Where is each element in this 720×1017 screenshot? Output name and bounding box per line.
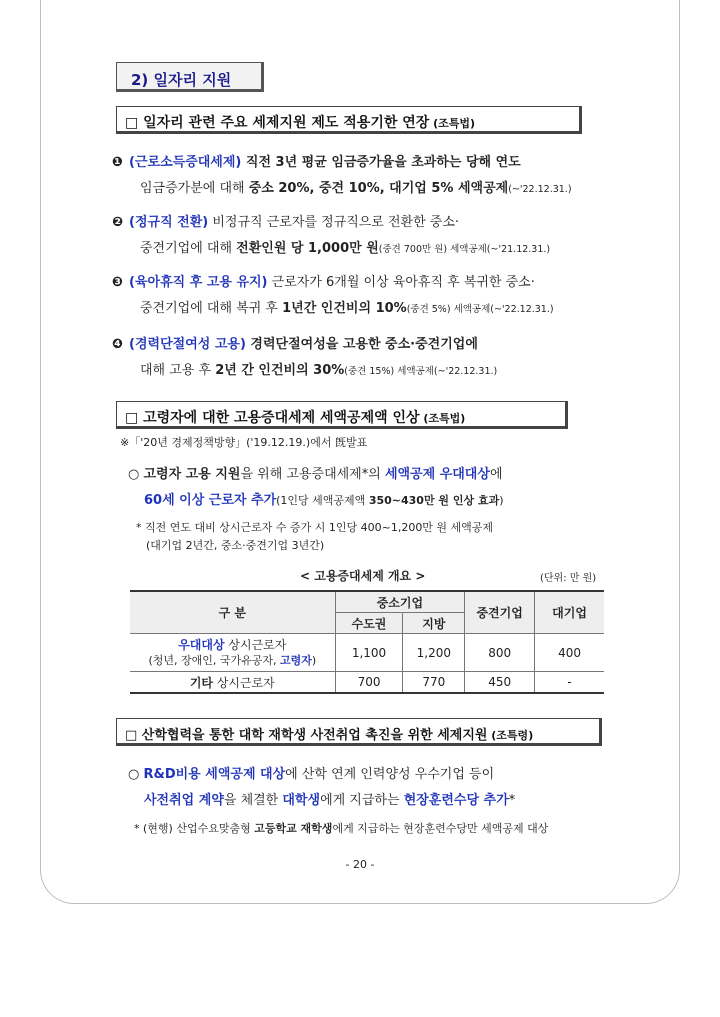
rnd-line1-b: R&D비용 세액공제 대상 bbox=[143, 767, 286, 782]
row-label-a: 우대대상 bbox=[178, 637, 225, 652]
elder-note-1: * 직전 연도 대비 상시근로자 수 증가 시 1인당 400~1,200만 원 세액공제 bbox=[136, 521, 494, 534]
subsection-suffix-3: (조특령) bbox=[487, 729, 534, 742]
elder-paragraph bbox=[128, 462, 618, 514]
item-line1: 근로자가 6개월 이상 육아휴직 후 복귀한 중소· bbox=[267, 275, 535, 290]
row-label-b: 상시근로자 bbox=[224, 637, 287, 652]
rnd-paragraph bbox=[128, 762, 618, 814]
cell: 1,200 bbox=[403, 634, 465, 672]
header-local: 지방 bbox=[403, 613, 465, 634]
subsection-suffix-2: (조특법) bbox=[419, 412, 466, 425]
header-sme: 중소기업 bbox=[335, 591, 465, 613]
item-line1: 비정규직 근로자를 정규직으로 전환한 중소· bbox=[208, 215, 460, 230]
bullet: ○ bbox=[128, 467, 144, 482]
table-row bbox=[130, 634, 604, 672]
row-sub-a: (청년, 장애인, 국가유공자, bbox=[148, 653, 280, 667]
rnd-line2-e: 현장훈련수당 추가 bbox=[403, 793, 509, 808]
cell: 450 bbox=[465, 672, 535, 694]
elder-line2-c: 350~430만 원 인상 효과 bbox=[368, 494, 500, 507]
table-unit: (단위: 만 원) bbox=[540, 573, 597, 584]
elder-line2-a: 60세 이상 근로자 추가 bbox=[144, 493, 277, 508]
rnd-line1-c: 에 산학 연계 인력양성 우수기업 등이 bbox=[285, 767, 495, 782]
subsection-title-1: □ 일자리 관련 주요 세제지원 제도 적용기한 연장 bbox=[125, 115, 430, 131]
elder-line1-e: 에 bbox=[489, 467, 503, 482]
item-tag: (육아휴직 후 고용 유지) bbox=[129, 275, 268, 290]
subsection-title-2: □ 고령자에 대한 고용증대세제 세액공제액 인상 bbox=[125, 410, 420, 426]
item-line2-c: (중견 5%) 세액공제(~'22.12.31.) bbox=[406, 304, 554, 315]
item-line2-c: (중견 15%) 세액공제(~'22.12.31.) bbox=[344, 366, 498, 377]
rnd-note-a: * (현행) 산업수요맞춤형 bbox=[134, 822, 255, 835]
rnd-line2-c: 대학생 bbox=[282, 793, 321, 808]
subsection-title-3: □ 산학협력을 통한 대학 재학생 사전취업 촉진을 위한 세제지원 bbox=[125, 728, 488, 743]
item-number: ❶ bbox=[112, 155, 124, 170]
row-label bbox=[130, 634, 335, 672]
row-label bbox=[130, 672, 335, 694]
cell: - bbox=[535, 672, 604, 694]
item-line2-c: (중견 700만 원) 세액공제(~'21.12.31.) bbox=[378, 244, 551, 255]
header-capital: 수도권 bbox=[335, 613, 403, 634]
subsection-box-3 bbox=[116, 718, 602, 746]
item-line2-c: (~'22.12.31.) bbox=[508, 184, 572, 195]
elder-footnote bbox=[136, 519, 493, 555]
rnd-line2-d: 에게 지급하는 bbox=[320, 793, 404, 808]
subsection-suffix-1: (조특법) bbox=[429, 117, 476, 130]
rnd-line2-b: 을 체결한 bbox=[223, 793, 283, 808]
item-2 bbox=[112, 210, 612, 263]
item-line2-a: 임금증가분에 대해 bbox=[140, 181, 249, 196]
cell: 1,100 bbox=[335, 634, 403, 672]
item-tag: (근로소득증대세제) bbox=[129, 155, 242, 170]
announcement-note: ※「'20년 경제정책방향」('19.12.19.)에서 旣발표 bbox=[120, 436, 368, 449]
elder-line2-b: (1인당 세액공제액 bbox=[276, 494, 369, 507]
rnd-note-c: 에게 지급하는 현장훈련수당만 세액공제 대상 bbox=[332, 822, 549, 835]
item-line2-a: 중견기업에 대해 bbox=[140, 241, 237, 256]
page-number: - 20 - bbox=[345, 858, 375, 871]
item-3 bbox=[112, 270, 612, 323]
item-line2-b: 1년간 인건비의 10% bbox=[282, 301, 407, 316]
rnd-line2-f: * bbox=[508, 793, 516, 808]
cell: 770 bbox=[403, 672, 465, 694]
item-number: ❸ bbox=[112, 275, 124, 290]
row-label-a: 기타 bbox=[189, 675, 213, 690]
item-tag: (정규직 전환) bbox=[129, 215, 209, 230]
item-line1: 직전 3년 평균 임금증가율을 초과하는 당해 연도 bbox=[241, 155, 521, 170]
elder-line1-b: 고령자 고용 지원 bbox=[143, 467, 241, 482]
item-line2-b: 전환인원 당 1,000만 원 bbox=[236, 241, 379, 256]
item-tag: (경력단절여성 고용) bbox=[129, 337, 246, 352]
row-sub-b: 고령자 bbox=[279, 653, 312, 667]
item-line2-a: 대해 고용 후 bbox=[140, 363, 216, 378]
header-mid: 중견기업 bbox=[465, 591, 535, 634]
rnd-line2-a: 사전취업 계약 bbox=[144, 793, 224, 808]
item-4 bbox=[112, 332, 612, 385]
cell: 800 bbox=[465, 634, 535, 672]
row-label-b: 상시근로자 bbox=[213, 675, 275, 690]
row-sub-c: ) bbox=[311, 653, 317, 667]
cell: 700 bbox=[335, 672, 403, 694]
elder-line2-d: ) bbox=[499, 494, 504, 507]
rnd-footnote bbox=[134, 820, 548, 836]
elder-line1-d: 세액공제 우대대상 bbox=[384, 467, 490, 482]
item-1 bbox=[112, 150, 612, 203]
table-row bbox=[130, 672, 604, 694]
item-line1: 경력단절여성을 고용한 중소·중견기업에 bbox=[245, 337, 478, 352]
bullet: ○ bbox=[128, 767, 144, 782]
elder-note-2: (대기업 2년간, 중소·중견기업 3년간) bbox=[146, 539, 325, 552]
rnd-note-b: 고등학교 재학생 bbox=[254, 822, 333, 835]
header-large: 대기업 bbox=[535, 591, 604, 634]
employment-tax-table bbox=[130, 590, 604, 694]
subsection-box-1 bbox=[116, 106, 582, 134]
item-number: ❷ bbox=[112, 215, 124, 230]
item-line2-b: 중소 20%, 중견 10%, 대기업 5% 세액공제 bbox=[248, 181, 509, 196]
item-line2-b: 2년 간 인건비의 30% bbox=[215, 363, 345, 378]
header-gubun: 구 분 bbox=[130, 591, 335, 634]
section-title: 2) 일자리 지원 bbox=[116, 62, 264, 92]
elder-line1-c: 을 위해 고용증대세제*의 bbox=[240, 467, 385, 482]
item-number: ❹ bbox=[112, 337, 124, 352]
subsection-box-2 bbox=[116, 401, 568, 429]
cell: 400 bbox=[535, 634, 604, 672]
table-caption: < 고용증대세제 개요 > bbox=[300, 569, 426, 583]
item-line2-a: 중견기업에 대해 복귀 후 bbox=[140, 301, 283, 316]
